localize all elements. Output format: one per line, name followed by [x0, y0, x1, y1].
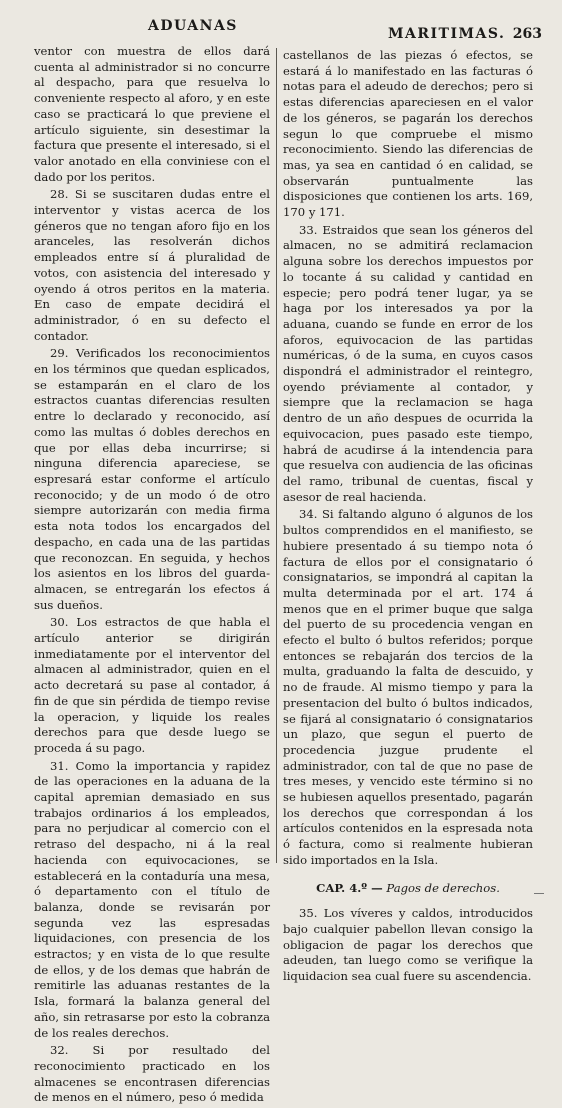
chapter-number: CAP. 4.º —	[316, 880, 383, 895]
page-number: 263	[512, 26, 542, 42]
article-31: 31. Como la importancia y rapidez de las operaciones en la aduana de la capital apremian demasiado en sus trabajos ordinarios á los empleados, para no perjudicar al comercio con el retraso del despacho, ni á la real hacienda con equivocaciones, se establecerá en la contaduría una mesa, ó departamento con el título de balanza, donde se revisarán por segunda vez las espresadas liquidaciones, con presencia de los estractos; y en vista de lo que resulte de ellos, y de los demas que habrán de remitirle las aduanas restantes de la Isla, formará la balanza general del año, sin retrasarse por esto la cobranza de los reales derechos.	[34, 758, 270, 1040]
article-34: 34. Si faltando alguno ó algunos de los bultos comprendidos en el manifiesto, se hubiere presentado á su tiempo nota ó factura de ellos por el consignatario ó consignatarios, se impondrá al capitan la multa determinada por el art. 174 á menos que en el primer buque que salga del puerto de su procedencia vengan en efecto el bulto ó bultos referidos; porque entonces se rebajarán dos tercios de la multa, graduando la falta de descuido, y no de fraude. Al mismo tiempo y para la presentacion del bulto ó bultos indicados, se fijará al consignatario ó consignatarios un plazo, que segun el puerto de procedencia juzgue prudente el administrador, con tal de que no pase de tres meses, y vencido este término si no se hubiesen aquellos presentado, pagarán los derechos que correspondan á los artículos contenidos en la espresada nota ó factura, como si realmente hubieran sido importados en la Isla.	[283, 507, 533, 867]
article-30: 30. Los estractos de que habla el artículo anterior se dirigirán inmediatamente por el interventor del almacen al administrador, quien en el acto decretará su pase al contador, á fin de que sin pérdida de tiempo revise la operacion, y liquide los reales derechos para que desde luego se proceda á su pago.	[34, 615, 270, 755]
article-33: 33. Estraidos que sean los géneros del almacen, no se admitirá reclamacion alguna sobre los derechos impuestos por lo tocante á su calidad y cantidad en especie; pero podrá tener lugar, ya se haga por los interesados ya por la aduana, cuando se funde en error de los aforos, equivocacion de las partidas numéricas, ó de la suma, en cuyos casos dispondrá el administrador el reintegro, oyendo préviamente al contador, y siempre que la reclamacion se haga dentro de un año despues de ocurrida la equivocacion, pues pasado este tiempo, habrá de acudirse á la intendencia para que resuelva con audiencia de las oficinas del ramo, tribunal de cuentas, fiscal y asesor de real hacienda.	[283, 222, 533, 504]
header-right-title: MARITIMAS.	[388, 26, 506, 42]
right-column	[283, 48, 533, 987]
article-35: 35. Los víveres y caldos, introducidos bajo cualquier pabellon llevan consigo la obligacion de pagar los derechos que adeuden, tan luego como se verifique la liquidacion sea cual fuere su ascendencia.	[283, 906, 533, 984]
article-32: 32. Si por resultado del reconocimiento practicado en los almacenes se encontrasen diferencias de menos en el número, peso ó medida	[34, 1043, 270, 1105]
left-column	[34, 44, 270, 1108]
running-header	[30, 10, 548, 44]
article-28: 28. Si se suscitaren dudas entre el interventor y vistas acerca de los géneros que no tengan aforo fijo en los aranceles, las resolverán dichos empleados entre sí á pluralidad de votos, con asistencia del interesado y oyendo á otros peritos en la materia. En caso de empate decidirá el administrador, ó en su defecto el contador.	[34, 187, 270, 343]
page-edge-mark	[534, 893, 544, 894]
chapter-heading	[283, 881, 533, 897]
article-29: 29. Verificados los reconocimientos en los términos que quedan esplicados, se estamparán en el claro de los estractos cuantas diferencias resulten entre lo declarado y reconocido, así como las multas ó dobles derechos en que por ellas deba incurrirse; si ninguna diferencia apareciese, se espresará estar conforme el artículo reconocido; y de un modo ó de otro siempre autorizarán con media firma esta nota todos los encargados del despacho, en cada una de las partidas que reconozcan. En seguida, y hechos los asientos en los libros del guarda-almacen, se entregarán los efectos á sus dueños.	[34, 346, 270, 612]
column-divider	[276, 48, 277, 863]
paragraph-continuation-right: castellanos de las piezas ó efectos, se estará á lo manifestado en las facturas ó notas para el adeudo de derechos; pero si estas diferencias apareciesen en el valor de los géneros, se pagarán los derechos segun lo que compruebe el mismo reconocimiento. Siendo las diferencias de mas, ya sea en cantidad ó en calidad, se observarán puntualmente las disposiciones que contienen los arts. 169, 170 y 171.	[283, 48, 533, 220]
chapter-title: Pagos de derechos.	[386, 880, 500, 895]
paragraph-continuation: ventor con muestra de ellos dará cuenta al administrador si no concurre al despacho, para que resuelva lo conveniente respecto al aforo, y en este caso se practicará lo que previene el artículo siguiente, sin desestimar la factura que presente el interesado, si el valor anotado en ella conviniese con el dado por los peritos.	[34, 44, 270, 184]
header-left-title: ADUANAS	[148, 18, 238, 34]
